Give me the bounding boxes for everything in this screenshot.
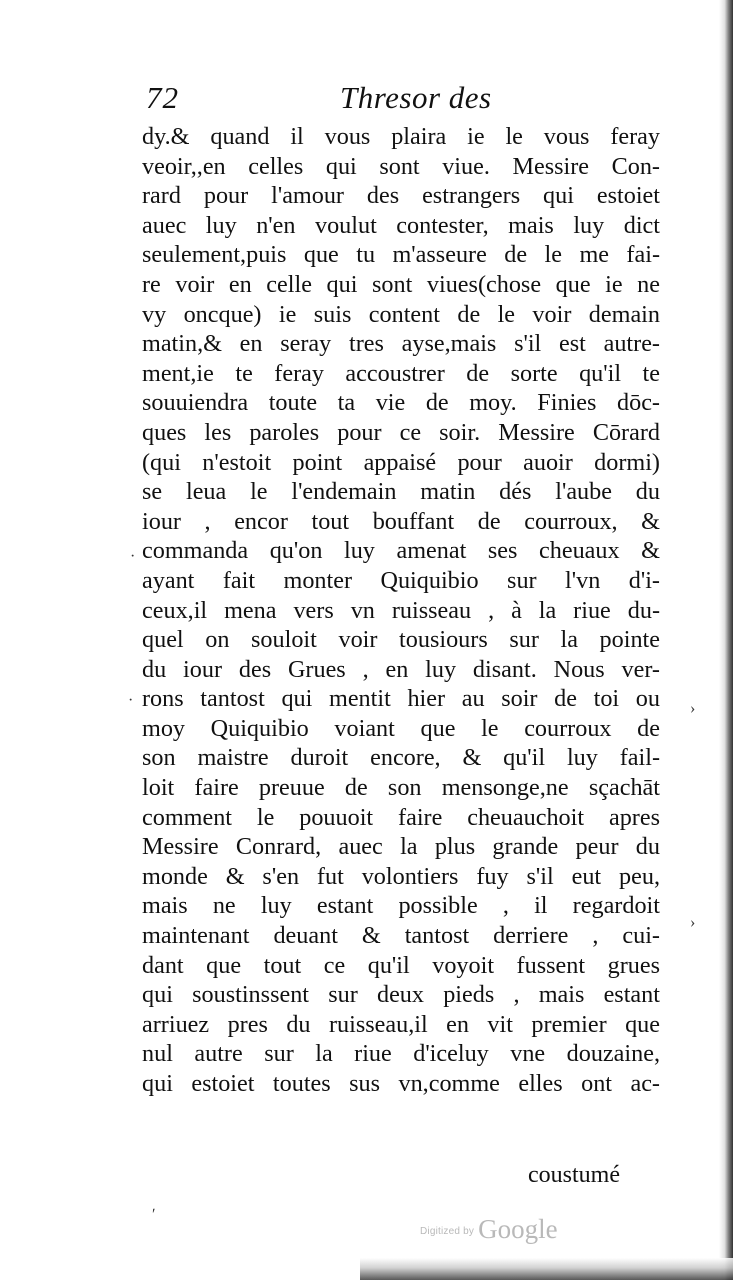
catchword: coustumé — [528, 1162, 620, 1188]
text-line: (qui n'estoit point appaisé pour auoir dormi) — [142, 448, 660, 476]
text-line: rons tantost qui mentit hier au soir de toi ou — [142, 685, 660, 713]
text-line: quel on souloit voir tousiours sur la pointe — [142, 626, 660, 654]
scan-edge-bottom — [360, 1258, 733, 1280]
text-line: son maistre duroit encore, & qu'il luy fail- — [142, 744, 660, 772]
text-line: qui estoiet toutes sus vn,comme elles ont ac- — [142, 1070, 660, 1097]
watermark-google-logo: Google — [478, 1214, 558, 1244]
text-line: re voir en celle qui sont viues(chose que ie ne — [142, 270, 660, 298]
text-line: dy.& quand il vous plaira ie le vous feray — [142, 123, 660, 150]
digitized-by-google-watermark — [420, 1214, 558, 1245]
text-line: ayant fait monter Quiquibio sur l'vn d'i- — [142, 566, 660, 594]
text-line: du iour des Grues , en luy disant. Nous ver- — [142, 655, 660, 683]
scan-edge-right — [719, 0, 733, 1280]
text-line: nul autre sur la riue d'iceluy vne douzaine, — [142, 1040, 660, 1068]
body-text — [142, 122, 672, 1099]
text-line: arriuez pres du ruisseau,il en vit premier que — [142, 1010, 660, 1038]
text-line: rard pour l'amour des estrangers qui estoiet — [142, 182, 660, 210]
scan-speck: › — [690, 700, 696, 717]
text-line: Messire Conrard, auec la plus grande peur du — [142, 833, 660, 861]
text-line: dant que tout ce qu'il voyoit fussent grues — [142, 951, 660, 979]
text-line: comment le pouuoit faire cheuauchoit apres — [142, 803, 660, 831]
text-line: veoir,,en celles qui sont viue. Messire Con- — [142, 152, 660, 180]
text-line: qui soustinssent sur deux pieds , mais estant — [142, 981, 660, 1009]
text-line: moy Quiquibio voiant que le courroux de — [142, 714, 660, 742]
text-line: iour , encor tout bouffant de courroux, & — [142, 507, 660, 535]
text-line: monde & s'en fut volontiers fuy s'il eut peu, — [142, 862, 660, 890]
scan-speck: · — [128, 692, 134, 709]
text-line: souuiendra toute ta vie de moy. Finies dōc- — [142, 389, 660, 417]
scan-speck: · — [130, 548, 136, 565]
text-line: maintenant deuant & tantost derriere , cui- — [142, 922, 660, 950]
text-line: ques les paroles pour ce soir. Messire Cōrard — [142, 418, 660, 446]
text-line: se leua le l'endemain matin dés l'aube du — [142, 478, 660, 506]
text-line: loit faire preuue de son mensonge,ne sçachāt — [142, 774, 660, 802]
watermark-small-text: Digitized by — [420, 1226, 475, 1237]
scan-speck: ʹ — [152, 1206, 156, 1223]
text-line: commanda qu'on luy amenat ses cheuaux & — [142, 537, 660, 565]
text-line: matin,& en seray tres ayse,mais s'il est autre- — [142, 330, 660, 358]
page-number: 72 — [146, 80, 179, 115]
text-line: mais ne luy estant possible , il regardoit — [142, 892, 660, 920]
text-line: auec luy n'en voulut contester, mais luy dict — [142, 211, 660, 239]
page-header — [144, 80, 664, 122]
text-line: vy oncque) ie suis content de le voir demain — [142, 300, 660, 328]
running-title: Thresor des — [340, 80, 492, 115]
text-line: seulement,puis que tu m'asseure de le me fai- — [142, 241, 660, 269]
text-line: ment,ie te feray accoustrer de sorte qu'il te — [142, 359, 660, 387]
scan-speck: › — [690, 914, 696, 931]
text-line: ceux,il mena vers vn ruisseau , à la riue du- — [142, 596, 660, 624]
